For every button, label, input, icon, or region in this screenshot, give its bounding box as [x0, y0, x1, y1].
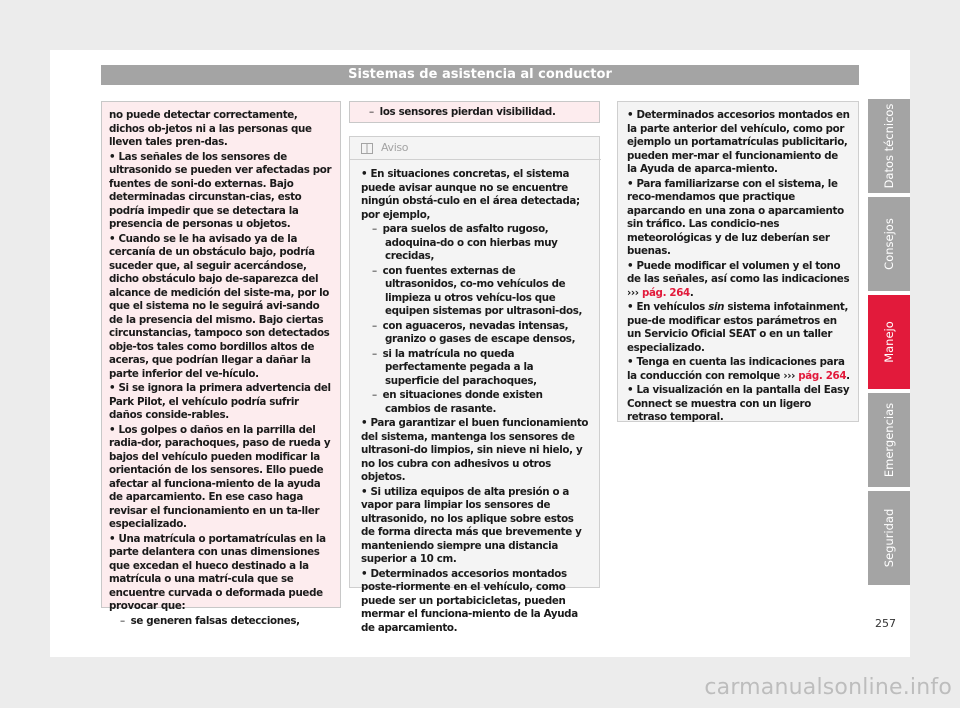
tab-label: Seguridad: [882, 508, 896, 568]
tab-manejo[interactable]: [868, 295, 910, 389]
tab-seguridad[interactable]: [868, 491, 910, 585]
dash-item: – para suelos de asfalto rugoso, adoquina-do o con hierbas muy crecidas,: [361, 223, 590, 264]
dash-item: – con aguaceros, nevadas intensas, granizo o gases de escape densos,: [361, 320, 590, 347]
bullet-item: • Cuando se le ha avisado ya de la cercanía de un obstáculo bajo, podría suceder que, al seguir acercándose, dicho obstáculo bajo de-saparezca del alcance de medición del siste-ma, por lo que el sistema no le seguirá avi-sando de la presencia del mismo. Bajo ciertas circunstancias, tampoco son detectados obje-tos tales como bordillos altos de aceras, que podrían llegar a dañar la parte inferior del ve-hículo.: [109, 233, 332, 382]
bullet-item: [627, 301, 850, 355]
notice-box: [349, 136, 600, 634]
info-book-icon: [361, 143, 373, 154]
bullet-item: • Una matrícula o portamatrículas en la parte delantera con unas dimensiones que excedan el hueco destinado a la matrícula o una matrí-cula que se encuentre curvada o deformada puede provocar que:: [109, 533, 332, 614]
punctuation: .: [689, 286, 694, 299]
dash-item: – los sensores pierdan visibilidad.: [358, 106, 591, 120]
notice-header: [350, 137, 601, 160]
tab-label: Consejos: [882, 218, 896, 270]
reference-arrow: ›››: [627, 286, 639, 299]
section-header: Sistemas de asistencia al conductor: [101, 65, 859, 85]
bullet-item: • Si se ignora la primera advertencia del Park Pilot, el vehículo podría sufrir daños conside-rables.: [109, 382, 332, 423]
bullet-text: Tenga en cuenta las indicaciones para la conducción con remolque: [627, 356, 845, 382]
dash-item: – si la matrícula no queda perfectamente pegada a la superficie del parachoques,: [361, 348, 590, 389]
reference-arrow: ›››: [783, 369, 796, 382]
warning-box-left: [101, 101, 341, 627]
bullet-item: • Las señales de los sensores de ultrasonido se pueden ver afectadas por fuentes de soni-do externas. Bajo determinadas circunstan-cias, esto podría impedir que se detectara la presencia de personas u objetos.: [109, 151, 332, 232]
tab-emergencias[interactable]: [868, 393, 910, 487]
tab-consejos[interactable]: [868, 197, 910, 291]
warning-box-continuation: [349, 101, 600, 123]
bullet-item: • La visualización en la pantalla del Easy Connect se muestra con un ligero retraso temporal.: [627, 384, 850, 425]
bullet-item: • Para familiarizarse con el sistema, le reco-mendamos que practique aparcando en una zona o aparcamiento sin tráfico. Las condicio-nes meteorológicas y de luz deberían ser buenas.: [627, 178, 850, 259]
bullet-item: [627, 356, 850, 383]
bullet-item: • Para garantizar el buen funcionamiento del sistema, mantenga los sensores de ultrasoni-do limpios, sin nieve ni hielo, y no los cubra con adhesivos u otros objetos.: [361, 417, 590, 485]
bullet-text: En vehículos: [636, 301, 705, 313]
bullet-text: sistema infotainment, pue-de modificar estos parámetros en un Servicio Oficial SEAT o en un taller especializado.: [627, 301, 849, 354]
punctuation: .: [846, 369, 850, 382]
watermark: carmanualsonline.info: [704, 675, 952, 700]
tab-datos-tecnicos[interactable]: [868, 99, 910, 193]
tab-label: Emergencias: [882, 402, 896, 478]
emphasis: sin: [708, 301, 725, 313]
dash-item: – en situaciones donde existen cambios de rasante.: [361, 389, 590, 416]
tab-label: Manejo: [882, 321, 896, 363]
notice-box-right: [617, 101, 859, 422]
bullet-item: [627, 260, 850, 301]
bullet-item: • En situaciones concretas, el sistema puede avisar aunque no se encuentre ningún obstá-culo en el área detectada; por ejemplo,: [361, 168, 590, 222]
paragraph: no puede detectar correctamente, dichos ob-jetos ni a las personas que lleven tales pren-das.: [109, 109, 312, 148]
bullet-item: • Determinados accesorios montados poste-riormente en el vehículo, como puede ser un portabicicletas, pueden mermar el funciona-miento de la Ayuda de aparcamiento.: [361, 568, 590, 636]
dash-item: – se generen falsas detecciones,: [109, 615, 332, 629]
bullet-item: • Si utiliza equipos de alta presión o a vapor para limpiar los sensores de ultrasonido, no los aplique sobre estos de forma directa más que brevemente y manteniendo siempre una distancia superior a 10 cm.: [361, 486, 590, 567]
bullet-item: • Determinados accesorios montados en la parte anterior del vehículo, como por ejemplo un portamatrículas publicitario, pueden mer-mar el funcionamiento de la Ayuda de aparca-miento.: [627, 109, 850, 177]
bullet-text: Puede modificar el volumen y el tono de las señales, así como las indicaciones: [627, 259, 850, 285]
page-link[interactable]: pág. 264: [641, 286, 690, 299]
page-link[interactable]: pág. 264: [798, 369, 847, 382]
notice-title: Aviso: [381, 141, 409, 155]
page-number: 257: [875, 617, 896, 630]
dash-item: – con fuentes externas de ultrasonidos, co-mo vehículos de limpieza u otros vehícu-los que equipen sistemas por ultrasoni-dos,: [361, 265, 590, 319]
bullet-item: • Los golpes o daños en la parrilla del radia-dor, parachoques, paso de rueda y bajos del vehículo pueden modificar la orientación de los sensores. Ello puede afectar al funciona-miento de la ayuda de aparcamiento. En ese caso haga revisar el funcionamiento en un ta-ller especializado.: [109, 424, 332, 532]
tab-label: Datos técnicos: [882, 103, 896, 189]
